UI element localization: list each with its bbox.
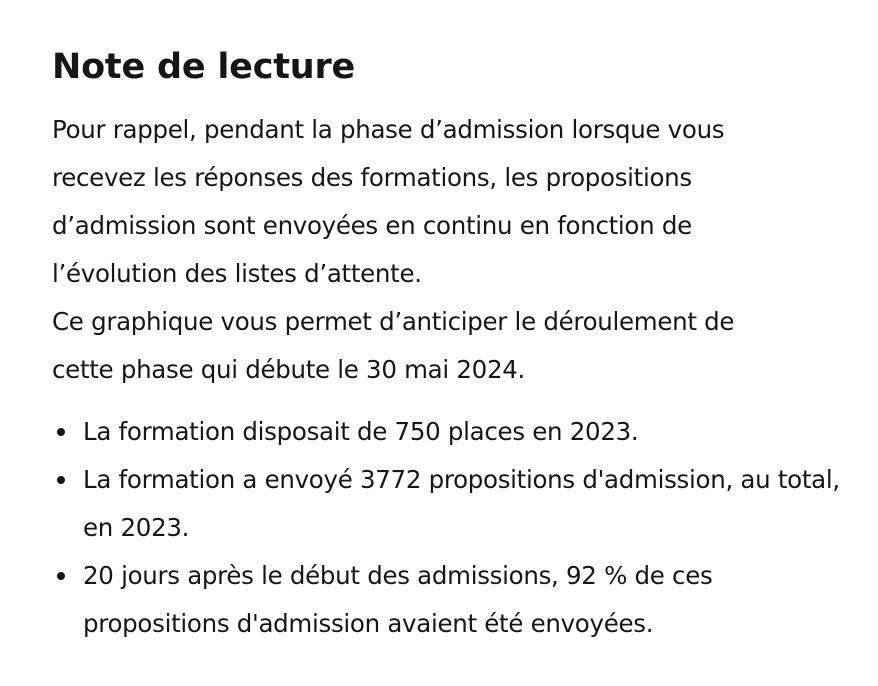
list-item-text: 20 jours après le début des admissions, 92 % de ces propositions d'admission avaient été envoyées.: [83, 561, 713, 638]
paragraph-line: cette phase qui débute le 30 mai 2024.: [52, 355, 526, 384]
note-paragraph: [52, 106, 842, 394]
list-item: [52, 456, 842, 552]
reading-note: [52, 40, 842, 648]
list-item-text: La formation disposait de 750 places en 2023.: [83, 417, 639, 446]
paragraph-line: recevez les réponses des formations, les propositions: [52, 163, 692, 192]
bullet-icon: [57, 428, 65, 436]
bullet-icon: [57, 572, 65, 580]
list-item: [52, 408, 842, 456]
note-title: Note de lecture: [52, 47, 356, 87]
list-item-text: La formation a envoyé 3772 propositions d'admission, au total, en 2023.: [83, 465, 840, 542]
paragraph-line: d’admission sont envoyées en continu en fonction de: [52, 211, 692, 240]
list-item: [52, 552, 842, 648]
paragraph-line: Pour rappel, pendant la phase d’admission lorsque vous: [52, 115, 725, 144]
bullet-icon: [57, 476, 65, 484]
paragraph-line: l’évolution des listes d’attente.: [52, 259, 422, 288]
paragraph-line: Ce graphique vous permet d’anticiper le déroulement de: [52, 307, 735, 336]
key-facts-list: [52, 408, 842, 648]
